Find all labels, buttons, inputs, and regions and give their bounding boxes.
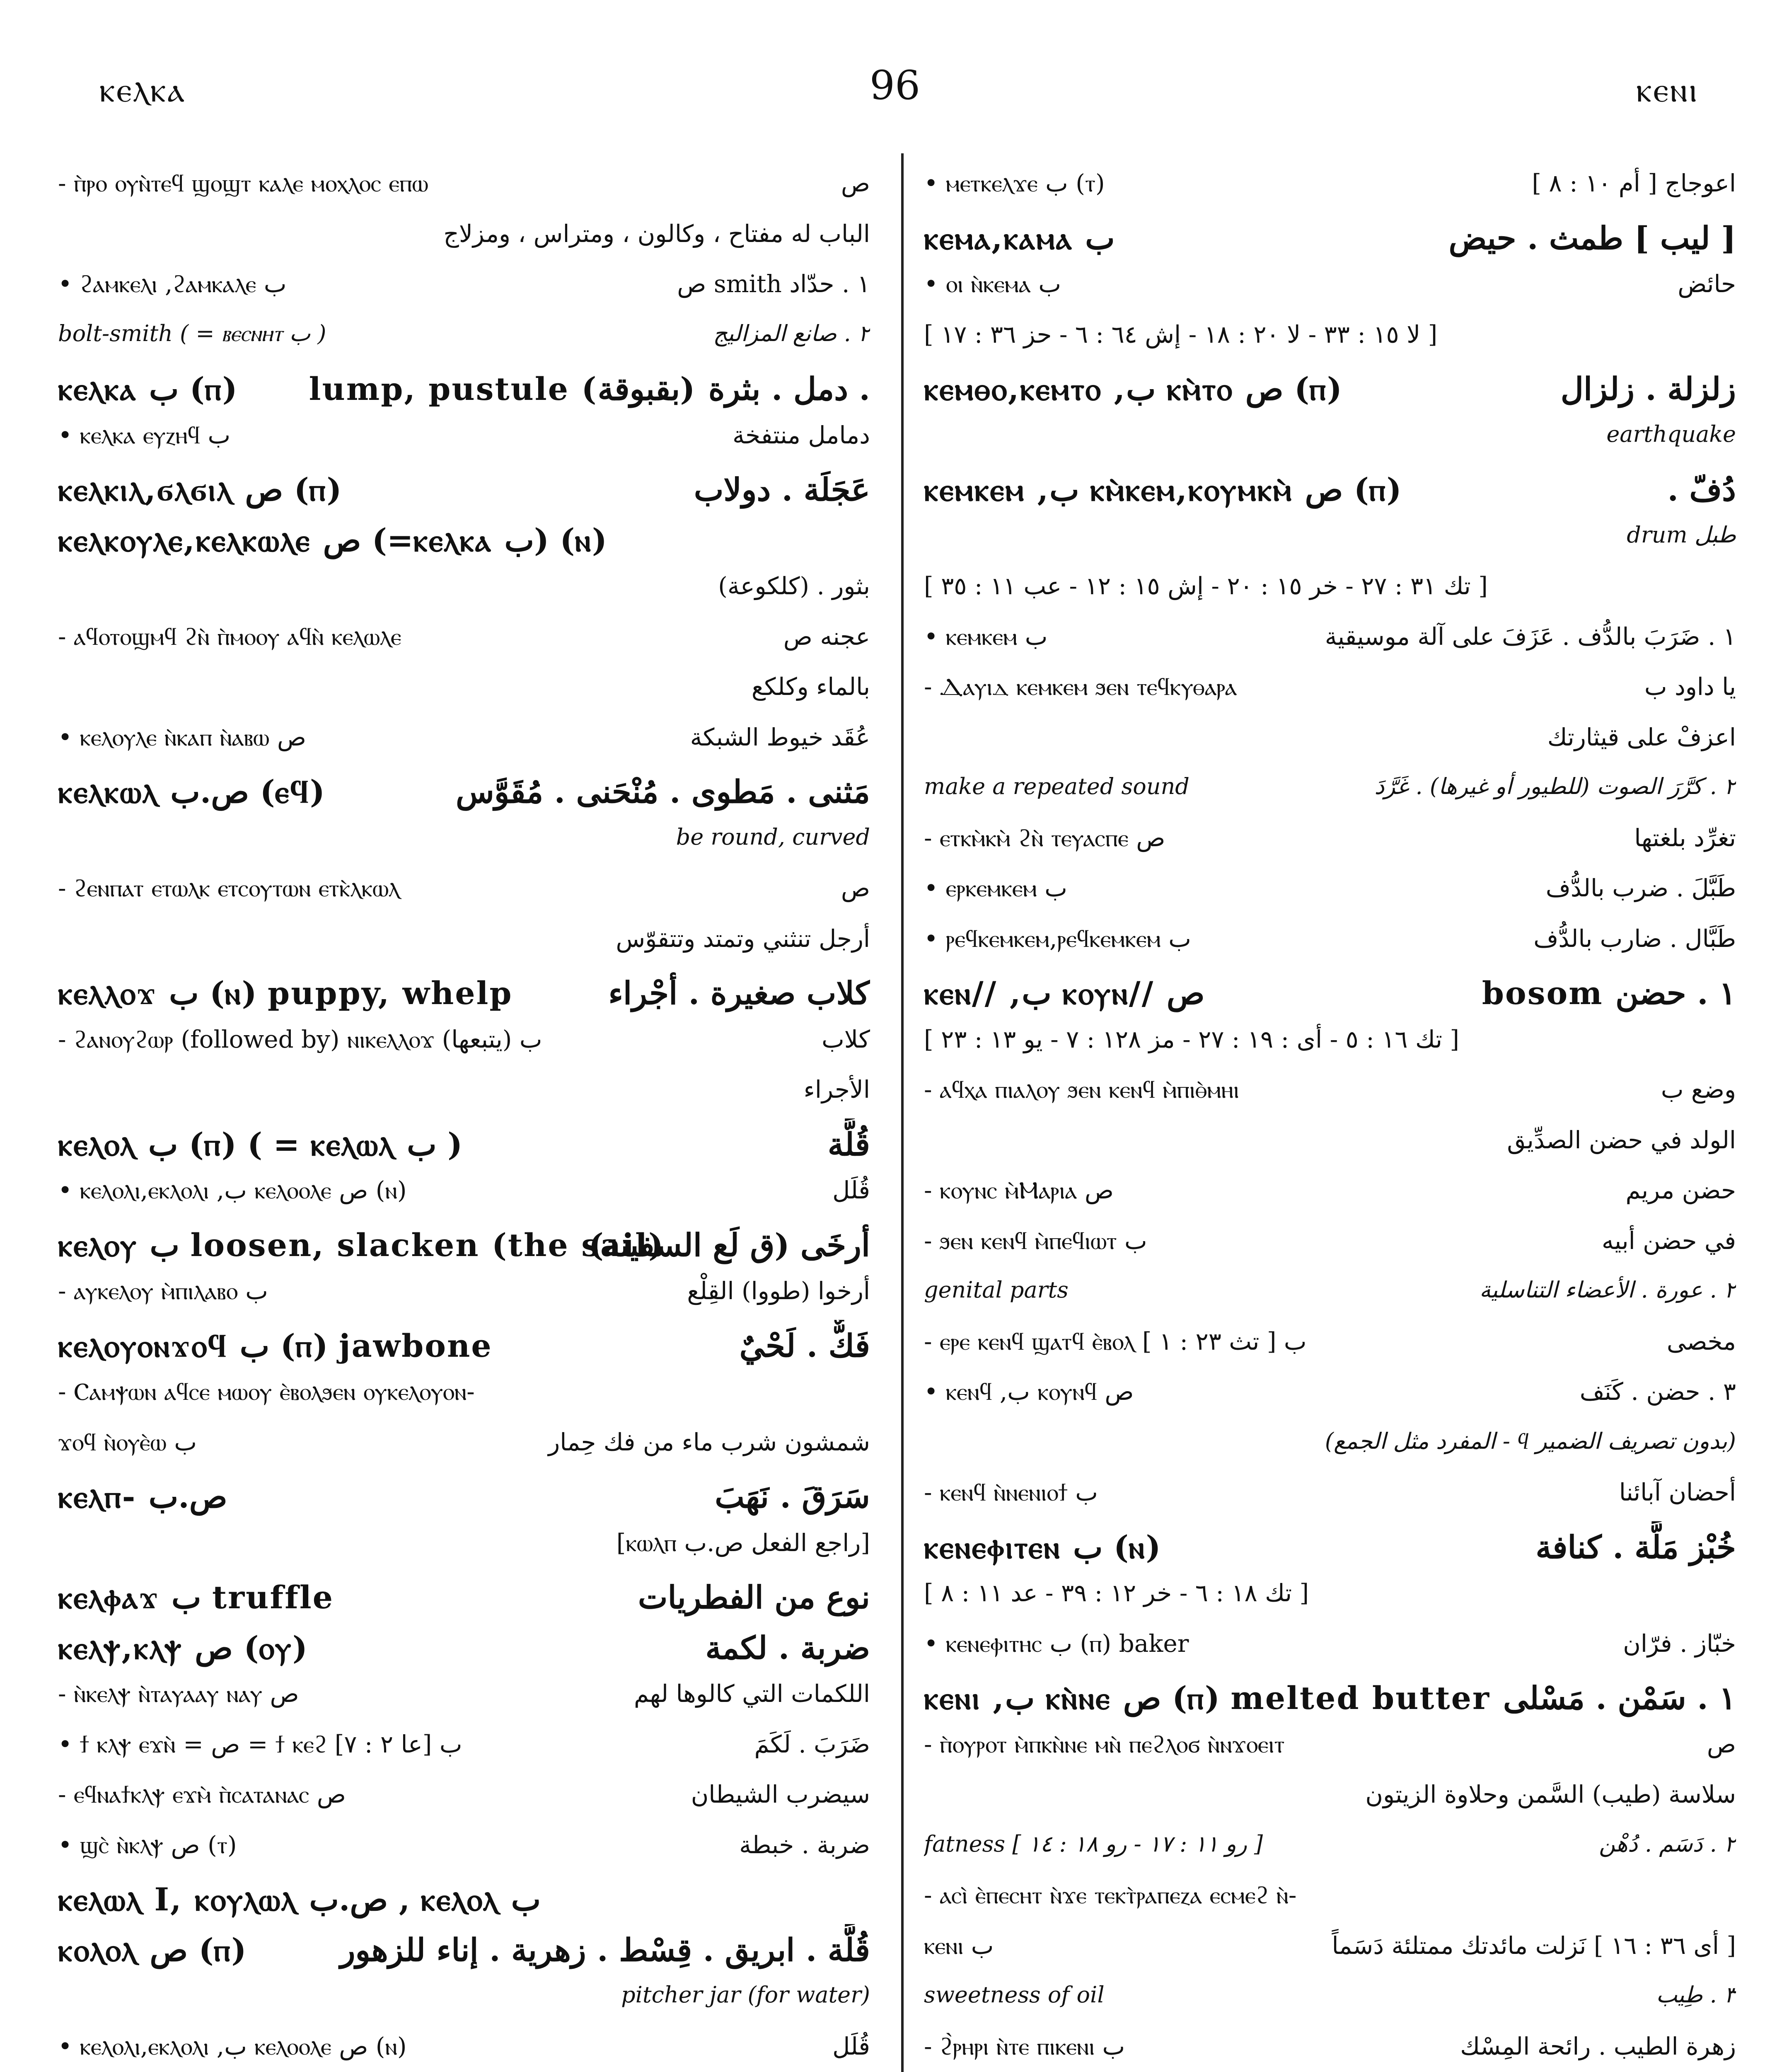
dictionary-line bbox=[58, 716, 870, 766]
coptic-text: - ϩ̀ⲣⲏⲣⲓ ⲛ̀ⲧⲉ ⲡⲓⲕⲉⲛⲓ ب bbox=[924, 2032, 1125, 2060]
arabic-text: ص bbox=[841, 874, 870, 902]
arabic-text: مَثنى . مَطوى . مُنْحَنى . مُقَوَّس bbox=[455, 773, 870, 810]
coptic-text: • ⲕⲉⲗⲕⲁ ⲉⲩⲍⲏϥ ب bbox=[58, 421, 231, 449]
dictionary-line bbox=[924, 1118, 1736, 1169]
coptic-text: - ⲕⲟⲩⲛⲥ ⲙ̀Ⲙⲁⲣⲓⲁ ص bbox=[924, 1176, 1114, 1204]
arabic-text: سَرَقَ . نَهَبَ bbox=[715, 1478, 870, 1515]
dictionary-line bbox=[924, 212, 1736, 263]
coptic-text: - ⲁⲩⲕⲉⲗⲟⲩ ⲙ̀ⲡⲓⲗⲁⲃⲟ ب bbox=[58, 1277, 268, 1305]
dictionary-line bbox=[58, 1269, 870, 1320]
arabic-text: ١ . ضَرَبَ بالدُّف . عَزَفَ على آلة موسيقية bbox=[1325, 622, 1736, 651]
coptic-text: bolt-smith ( = ⲃⲉⲥⲛⲏⲧ ب ) bbox=[58, 320, 326, 346]
arabic-text: بالماء وكلكع bbox=[751, 673, 870, 701]
dictionary-line bbox=[58, 1370, 870, 1421]
dictionary-line bbox=[58, 414, 870, 464]
arabic-text: مخصى bbox=[1666, 1327, 1736, 1356]
arabic-text: زلزلة . زلزال bbox=[1560, 370, 1736, 407]
arabic-text: الولد في حضن الصدِّيق bbox=[1507, 1126, 1736, 1154]
arabic-text: يا داود ب bbox=[1644, 673, 1736, 701]
dictionary-line bbox=[58, 1219, 870, 1270]
arabic-text: طَبَّال . ضارب بالدُّف bbox=[1533, 924, 1736, 953]
arabic-text: تغرِّد بلغتها bbox=[1634, 823, 1736, 852]
dictionary-line bbox=[924, 816, 1736, 867]
arabic-text: [راجع الفعل ص.ب ⲕⲱⲗⲡ] bbox=[616, 1528, 870, 1557]
arabic-text: خُبْز مَلَّة . كنافة bbox=[1535, 1528, 1736, 1566]
dictionary-line bbox=[58, 1773, 870, 1823]
dictionary-line bbox=[58, 1018, 870, 1068]
coptic-text: - ⲛ̀ⲕⲉⲗⲯ ⲛ̀ⲧⲁⲩⲁⲁⲩ ⲛⲁⲩ ص bbox=[58, 1680, 299, 1708]
dictionary-line bbox=[58, 1521, 870, 1572]
coptic-text: ⲕⲉⲗⲯ,ⲕⲗⲯ ص (ⲟⲩ) bbox=[58, 1629, 307, 1666]
dictionary-line bbox=[58, 212, 870, 263]
coptic-text: [ تك ١٨ : ٦ - خر ١٢ : ٣٩ - عد ١١ : ٨ ] bbox=[924, 1579, 1309, 1607]
dictionary-line bbox=[924, 1471, 1736, 1521]
arabic-text: الأجراء bbox=[803, 1075, 870, 1104]
right-column bbox=[924, 162, 1736, 2072]
arabic-text: قُلَّة bbox=[827, 1126, 870, 1163]
arabic-text: ٢ . عورة . الأعضاء التناسلية bbox=[1479, 1277, 1736, 1303]
coptic-text: • ⲙⲉⲧⲕⲉⲗϫⲉ ب (ⲧ) bbox=[924, 169, 1105, 197]
dictionary-line bbox=[924, 464, 1736, 514]
column-divider bbox=[901, 153, 904, 2072]
arabic-text: دمامل منتفخة bbox=[733, 421, 870, 449]
arabic-text: pitcher jar (for water) bbox=[621, 1982, 870, 2008]
arabic-text: اعزفْ على قيثارتك bbox=[1547, 723, 1736, 751]
coptic-text: fatness [ رو ١١ : ١٧ - رو ١٨ : ١٤ ] bbox=[924, 1830, 1263, 1857]
coptic-text: - Ⲥⲁⲙⲯⲱⲛ ⲁϥⲥⲉ ⲙⲱⲟⲩ ⲉ̀ⲃⲟⲗϧⲉⲛ ⲟⲩⲕⲉⲗⲟⲩⲟⲛ- bbox=[58, 1377, 475, 1406]
coptic-text: - ⲉⲣⲉ ⲕⲉⲛϥ ϣⲁⲧϥ ⲉ̀ⲃⲟⲗ ب [ تث ٢٣ : ١ ] bbox=[924, 1327, 1307, 1356]
coptic-text: - ϩⲉⲛⲡⲁⲧ ⲉⲧⲱⲗⲕ ⲉⲧⲥⲟⲩⲧⲱⲛ ⲉⲧⲕ̀ⲗⲕⲱⲗ bbox=[58, 874, 400, 902]
dictionary-line bbox=[58, 1571, 870, 1622]
dictionary-line bbox=[58, 816, 870, 867]
coptic-text: [ لا ١٥ : ٣٣ - لا ٢٠ : ١٨ - إش ٦٤ : ٦ - حز ٣٦ : ١٧ ] bbox=[924, 320, 1438, 349]
dictionary-line bbox=[58, 363, 870, 414]
dictionary-line bbox=[58, 1471, 870, 1521]
arabic-text: نوع من الفطريات bbox=[638, 1579, 870, 1616]
arabic-text: خبّاز . فرّان bbox=[1623, 1629, 1736, 1658]
dictionary-line bbox=[924, 564, 1736, 615]
coptic-text: ϫⲟϥ ⲛ̀ⲟⲩⲉ̀ⲱ ب bbox=[58, 1428, 197, 1456]
dictionary-line bbox=[924, 1571, 1736, 1622]
dictionary-line bbox=[924, 665, 1736, 716]
coptic-text: ⲕⲉⲛ// ,ب ⲕⲟⲩⲛ// ص bbox=[924, 975, 1205, 1012]
dictionary-line bbox=[924, 1521, 1736, 1572]
dictionary-line bbox=[924, 1672, 1736, 1723]
dictionary-line bbox=[58, 615, 870, 666]
coptic-text: • ϯ ⲕⲗⲯ ⲉϫⲛ̀ = ص = ϯ ⲕⲉϩ ب [عا ٢ : ٧] bbox=[58, 1730, 462, 1758]
coptic-text: - ⲉϥⲛⲁϯⲕⲗⲯ ⲉϫⲙ̀ ⲡ̀ⲥⲁⲧⲁⲛⲁⲥ ص bbox=[58, 1780, 346, 1808]
arabic-text: حضن مريم bbox=[1625, 1176, 1736, 1204]
coptic-text: • ⲕⲉⲗⲟⲗⲓ,ⲉⲕⲗⲟⲗⲓ ,ب ⲕⲉⲗⲟⲟⲗⲉ ص (ⲛ) bbox=[58, 2032, 407, 2060]
arabic-text: قُلَل bbox=[832, 1176, 870, 1204]
arabic-text: drum طبل bbox=[1627, 521, 1736, 548]
arabic-text: ضَرَبَ . لَكَمَ bbox=[754, 1730, 870, 1758]
coptic-text: ⲕⲉⲗⲱⲗ I, ⲕⲟⲩⲗⲱⲗ ص.ب , ⲕⲉⲗⲟⲗ ب bbox=[58, 1881, 541, 1918]
arabic-text: أرجل تنثني وتمتد وتتقوّس bbox=[616, 924, 870, 953]
dictionary-line bbox=[58, 1320, 870, 1370]
dictionary-line bbox=[58, 665, 870, 716]
arabic-text: بثور . (كلكوعة) bbox=[718, 572, 870, 600]
dictionary-line bbox=[924, 1823, 1736, 1874]
coptic-text: [ تك ٣١ : ٢٧ - خر ١٥ : ٢٠ - إش ١٥ : ١٢ - عب ١١ : ٣٥ ] bbox=[924, 572, 1488, 600]
coptic-text: genital parts bbox=[924, 1277, 1069, 1303]
dictionary-line bbox=[924, 615, 1736, 666]
coptic-text: ⲕⲉⲗⲟⲩ ب loosen, slacken (the sail) bbox=[58, 1226, 665, 1264]
arabic-text: (بدون تصريف الضمير ϥ - المفرد مثل الجمع) bbox=[1325, 1428, 1736, 1454]
dictionary-line bbox=[924, 716, 1736, 766]
dictionary-line bbox=[58, 1068, 870, 1118]
coptic-text: ⲕⲉⲙⲑⲟ,ⲕⲉⲙⲧⲟ ,ب ⲕⲙ̀ⲧⲟ ص (ⲡ) bbox=[924, 370, 1342, 407]
arabic-text: [ أى ٣٦ : ١٦ ] نَزلت مائدتك ممتلئة دَسَماً bbox=[1332, 1931, 1736, 1960]
dictionary-line bbox=[924, 1723, 1736, 1773]
coptic-text: make a repeated sound bbox=[924, 773, 1190, 799]
dictionary-line bbox=[58, 1118, 870, 1169]
coptic-text: ⲕⲟⲗⲟⲗ ص (ⲡ) bbox=[58, 1931, 247, 1968]
dictionary-line bbox=[58, 262, 870, 313]
running-head-left: ⲕⲉⲗⲕⲁ bbox=[99, 70, 186, 110]
dictionary-line bbox=[58, 967, 870, 1018]
coptic-text: [ تك ١٦ : ٥ - أى : ١٩ : ٢٧ - مز ١٢٨ : ٧ - يو ١٣ : ٢٣ ] bbox=[924, 1025, 1460, 1053]
dictionary-line bbox=[58, 1874, 870, 1924]
coptic-text: • ⲕⲉⲗⲟⲗⲓ,ⲉⲕⲗⲟⲗⲓ ,ب ⲕⲉⲗⲟⲟⲗⲉ ص (ⲛ) bbox=[58, 1176, 407, 1204]
coptic-text: - ⲁϥⲭⲁ ⲡⲓⲁⲗⲟⲩ ϧⲉⲛ ⲕⲉⲛϥ ⲙ̀ⲡⲓⲑ̀ⲙⲏⲓ bbox=[924, 1075, 1239, 1104]
dictionary-line bbox=[924, 1924, 1736, 1975]
coptic-text: - ⲁⲥⲓ̀ ⲉ̀ⲡⲉⲥⲏⲧ ⲛ̀ϫⲉ ⲧⲉⲕⲧ̀ⲣⲁⲡⲉⲍⲁ ⲉⲥⲙⲉϩ ⲛ̀- bbox=[924, 1881, 1297, 1909]
dictionary-line bbox=[924, 1370, 1736, 1421]
coptic-text: - Ⲇⲁⲩⲓⲇ ⲕⲉⲙⲕⲉⲙ ϧⲉⲛ ⲧⲉϥⲕⲩⲑⲁⲣⲁ bbox=[924, 673, 1237, 701]
arabic-text: عَجَلَة . دولاب bbox=[694, 471, 870, 508]
coptic-text: ⲕⲉⲗⲕⲟⲩⲗⲉ,ⲕⲉⲗⲕⲱⲗⲉ ص (=ⲕⲉⲗⲕⲁ ب) (ⲛ) bbox=[58, 521, 607, 559]
coptic-text: - ϩⲁⲛⲟⲩϩⲱⲣ (followed by) ⲛⲓⲕⲉⲗⲗⲟϫ ب (يتبعها) bbox=[58, 1025, 542, 1053]
arabic-text: الباب له مفتاح ، وكالون ، ومتراس ، ومزلاج bbox=[443, 219, 870, 248]
dictionary-line bbox=[924, 1421, 1736, 1471]
dictionary-line bbox=[58, 514, 870, 565]
arabic-text: ٣ . حضن . كَنَف bbox=[1579, 1377, 1736, 1406]
dictionary-line bbox=[924, 1974, 1736, 2025]
dictionary-line bbox=[924, 313, 1736, 363]
arabic-text: أرخَى (ق لَع السفينة) bbox=[588, 1226, 870, 1264]
arabic-text: اعوجاج [ أم ١٠ : ٨ ] bbox=[1532, 169, 1736, 197]
coptic-text: - ⲡ̀ⲟⲩⲣⲟⲧ ⲙ̀ⲡⲕⲛ̀ⲛⲉ ⲙⲛ̀ ⲡⲉϩⲗⲟϭ ⲛ̀ⲛϫⲟⲉⲓⲧ bbox=[924, 1730, 1285, 1758]
coptic-text: ⲕⲉⲙⲁ,ⲕⲁⲙⲁ ب bbox=[924, 219, 1115, 257]
arabic-text: ص bbox=[1707, 1730, 1736, 1758]
coptic-text: ⲕⲉⲙⲕⲉⲙ ,ب ⲕⲙ̀ⲕⲉⲙ,ⲕⲟⲩⲙⲕⲙ̀ ص (ⲡ) bbox=[924, 471, 1402, 508]
arabic-text: دُفّ . bbox=[1667, 471, 1736, 508]
coptic-text: • ϩⲁⲙⲕⲉⲗⲓ ,ϩⲁⲙⲕⲁⲗⲉ ب bbox=[58, 270, 287, 298]
dictionary-line bbox=[924, 1874, 1736, 1924]
dictionary-line bbox=[924, 514, 1736, 565]
dictionary-line bbox=[58, 1974, 870, 2025]
dictionary-line bbox=[58, 1924, 870, 1975]
page-header bbox=[0, 0, 1765, 124]
dictionary-line bbox=[58, 1622, 870, 1673]
coptic-text: • ⲕⲉⲙⲕⲉⲙ ب bbox=[924, 622, 1048, 651]
arabic-text: ٣ . طِيب bbox=[1656, 1982, 1736, 2008]
coptic-text: - ⲉⲧⲕⲙ̀ⲕⲙ̀ ϩⲛ̀ ⲧⲉⲩⲁⲥⲡⲉ ص bbox=[924, 823, 1165, 852]
dictionary-line bbox=[58, 464, 870, 514]
page-number: 96 bbox=[869, 62, 921, 109]
coptic-text: ⲕⲉⲗⲗⲟϫ ب (ⲛ) puppy, whelp bbox=[58, 975, 513, 1012]
arabic-text: كلاب bbox=[822, 1025, 870, 1053]
dictionary-line bbox=[924, 867, 1736, 917]
dictionary-line bbox=[58, 162, 870, 212]
dictionary-line bbox=[924, 1219, 1736, 1270]
dictionary-line bbox=[924, 917, 1736, 968]
coptic-text: • ϣⲥ̀ ⲛ̀ⲕⲗⲯ ص (ⲧ) bbox=[58, 1830, 237, 1859]
coptic-text: ⲕⲉⲗⲡ- ص.ب bbox=[58, 1478, 227, 1515]
dictionary-line bbox=[58, 1823, 870, 1874]
dictionary-line bbox=[58, 1723, 870, 1773]
dictionary-line bbox=[924, 967, 1736, 1018]
arabic-text: ص bbox=[841, 169, 870, 197]
coptic-text: ⲕⲉⲗⲟⲩⲟⲛϫⲟϥ ب (ⲡ) jawbone bbox=[58, 1327, 493, 1364]
arabic-text: حائض bbox=[1678, 270, 1736, 298]
dictionary-line bbox=[58, 1169, 870, 1219]
arabic-text: كلاب صغيرة . أجْراء bbox=[608, 975, 870, 1012]
coptic-text: ⲕⲉⲛⲉⲫⲓⲧⲉⲛ ب (ⲛ) bbox=[924, 1528, 1161, 1566]
coptic-text: • ⲕⲉⲛϥ ,ب ⲕⲟⲩⲛϥ ص bbox=[924, 1377, 1134, 1406]
dictionary-line bbox=[924, 363, 1736, 414]
arabic-text: ١ . سَمْن . مَسْلى bbox=[1503, 1680, 1736, 1716]
dictionary-line bbox=[58, 917, 870, 968]
dictionary-line bbox=[924, 414, 1736, 464]
arabic-text: في حضن أبيه bbox=[1601, 1226, 1736, 1255]
running-head-right: ⲕⲉⲛⲓ bbox=[1636, 70, 1699, 110]
arabic-text: ضربة . لكمة bbox=[705, 1629, 870, 1666]
coptic-text: - ⲡ̀ⲣⲟ ⲟⲩⲛ̀ⲧⲉϥ ϣⲟϣⲧ ⲕⲁⲗⲉ ⲙⲟⲭⲗⲟⲥ ⲉⲡⲱ bbox=[58, 169, 429, 197]
dictionary-line bbox=[58, 564, 870, 615]
dictionary-line bbox=[924, 2025, 1736, 2072]
coptic-text: ⲕⲉⲗⲕⲱⲗ ص.ب (ⲉϥ) bbox=[58, 773, 325, 810]
dictionary-line bbox=[924, 766, 1736, 816]
coptic-text: ⲕⲉⲗⲕⲓⲗ,ϭⲗϭⲓⲗ ص (ⲡ) bbox=[58, 471, 342, 508]
coptic-text: ⲕⲉⲗⲫⲁϫ ب truffle bbox=[58, 1579, 334, 1616]
coptic-text: • ⲕⲉⲗⲟⲩⲗⲉ ⲛ̀ⲕⲁⲡ ⲛ̀ⲁⲃⲱ ص bbox=[58, 723, 306, 751]
arabic-text: قُلَّة . ابريق . قِسْط . زهرية . إناء للزهور bbox=[340, 1931, 870, 1968]
arabic-text: قُلَل bbox=[832, 2032, 870, 2060]
dictionary-line bbox=[924, 162, 1736, 212]
coptic-text: sweetness of oil bbox=[924, 1982, 1105, 2008]
dictionary-line bbox=[924, 1068, 1736, 1118]
coptic-text: ⲕⲉⲗⲕⲁ ب (ⲡ) bbox=[58, 370, 237, 407]
coptic-text: • ⲉⲣⲕⲉⲙⲕⲉⲙ ب bbox=[924, 874, 1067, 902]
arabic-text: اللكمات التي كالوها لهم bbox=[634, 1680, 870, 1708]
dictionary-line bbox=[924, 1773, 1736, 1823]
coptic-text: ⲕⲉⲛⲓ ب bbox=[924, 1931, 994, 1960]
left-column bbox=[58, 162, 870, 2072]
arabic-text: طَبَّلَ . ضرب بالدُّف bbox=[1545, 874, 1736, 902]
dictionary-line bbox=[924, 1018, 1736, 1068]
dictionary-line bbox=[924, 1169, 1736, 1219]
coptic-text: ⲕⲉⲛⲓ ,ب ⲕⲛ̀ⲛⲉ ص (ⲡ) melted butter bbox=[924, 1680, 1490, 1716]
dictionary-line bbox=[924, 1320, 1736, 1370]
dictionary-line bbox=[58, 1672, 870, 1723]
arabic-text: فَكٌّ . لَحْيٌ bbox=[739, 1327, 870, 1364]
arabic-text: زهرة الطيب . رائحة المِسْك bbox=[1460, 2032, 1736, 2060]
dictionary-line bbox=[924, 262, 1736, 313]
arabic-text: ٢ . دَسَم . دُهْن bbox=[1599, 1830, 1736, 1857]
dictionary-line bbox=[924, 1269, 1736, 1320]
arabic-text: earthquake bbox=[1606, 421, 1736, 447]
coptic-text: • ⲕⲉⲛⲉⲫⲓⲧⲏⲥ ب (ⲡ) baker bbox=[924, 1629, 1189, 1658]
arabic-text: be round, curved bbox=[676, 823, 870, 850]
dictionary-line bbox=[58, 766, 870, 816]
coptic-text: • ⲟⲓ ⲛ̀ⲕⲉⲙⲁ ب bbox=[924, 270, 1061, 298]
dictionary-line bbox=[58, 2025, 870, 2072]
arabic-text: lump, pustule (بقبوقة) دمل . بثرة . bbox=[309, 370, 870, 407]
arabic-text: أحضان آبائنا bbox=[1619, 1478, 1736, 1506]
coptic-text: - ⲁϥⲟⲧⲟϣⲙϥ ϩⲛ̀ ⲡ̀ⲙⲟⲟⲩ ⲁϥⲛ̀ ⲕⲉⲗⲱⲗⲉ bbox=[58, 622, 401, 651]
coptic-text: ⲕⲉⲗⲟⲗ ب (ⲡ) ( = ⲕⲉⲗⲱⲗ ب ) bbox=[58, 1126, 463, 1163]
arabic-text: أرخوا (طووا) القِلْع bbox=[687, 1277, 870, 1305]
coptic-text: - ϧⲉⲛ ⲕⲉⲛϥ ⲙ̀ⲡⲉϥⲓⲱⲧ ب bbox=[924, 1226, 1147, 1255]
arabic-text: سلاسة (طيب) السَّمن وحلاوة الزيتون bbox=[1365, 1780, 1736, 1808]
dictionary-line bbox=[58, 1421, 870, 1471]
coptic-text: • ⲣⲉϥⲕⲉⲙⲕⲉⲙ,ⲣⲉϥⲕⲉⲙⲕⲉⲙ ب bbox=[924, 924, 1191, 953]
arabic-text: ١ . حدّاد smith ص bbox=[677, 270, 870, 298]
arabic-text: شمشون شرب ماء من فك حِمار bbox=[548, 1428, 870, 1456]
arabic-text: ضربة . خبطة bbox=[739, 1830, 870, 1859]
arabic-text: سيضرب الشيطان bbox=[691, 1780, 870, 1808]
coptic-text: - ⲕⲉⲛϥ ⲛ̀ⲛⲉⲛⲓⲟϯ ب bbox=[924, 1478, 1098, 1506]
dictionary-line bbox=[58, 313, 870, 363]
dictionary-line bbox=[58, 867, 870, 917]
arabic-text: [ ليب ] طمث . حيض bbox=[1448, 219, 1736, 257]
dictionary-line bbox=[924, 1622, 1736, 1673]
arabic-text: bosom ١ . حضن bbox=[1482, 975, 1736, 1012]
arabic-text: عُقَد خيوط الشبكة bbox=[690, 723, 870, 751]
arabic-text: وضع ب bbox=[1661, 1075, 1736, 1104]
arabic-text: ٢ . صانع المزاليج bbox=[713, 320, 870, 346]
arabic-text: ٢ . كرَّرَ الصوت (للطيور أو غيرها) . غَرَّدَ bbox=[1374, 773, 1736, 799]
arabic-text: عجنه ص bbox=[783, 622, 870, 651]
